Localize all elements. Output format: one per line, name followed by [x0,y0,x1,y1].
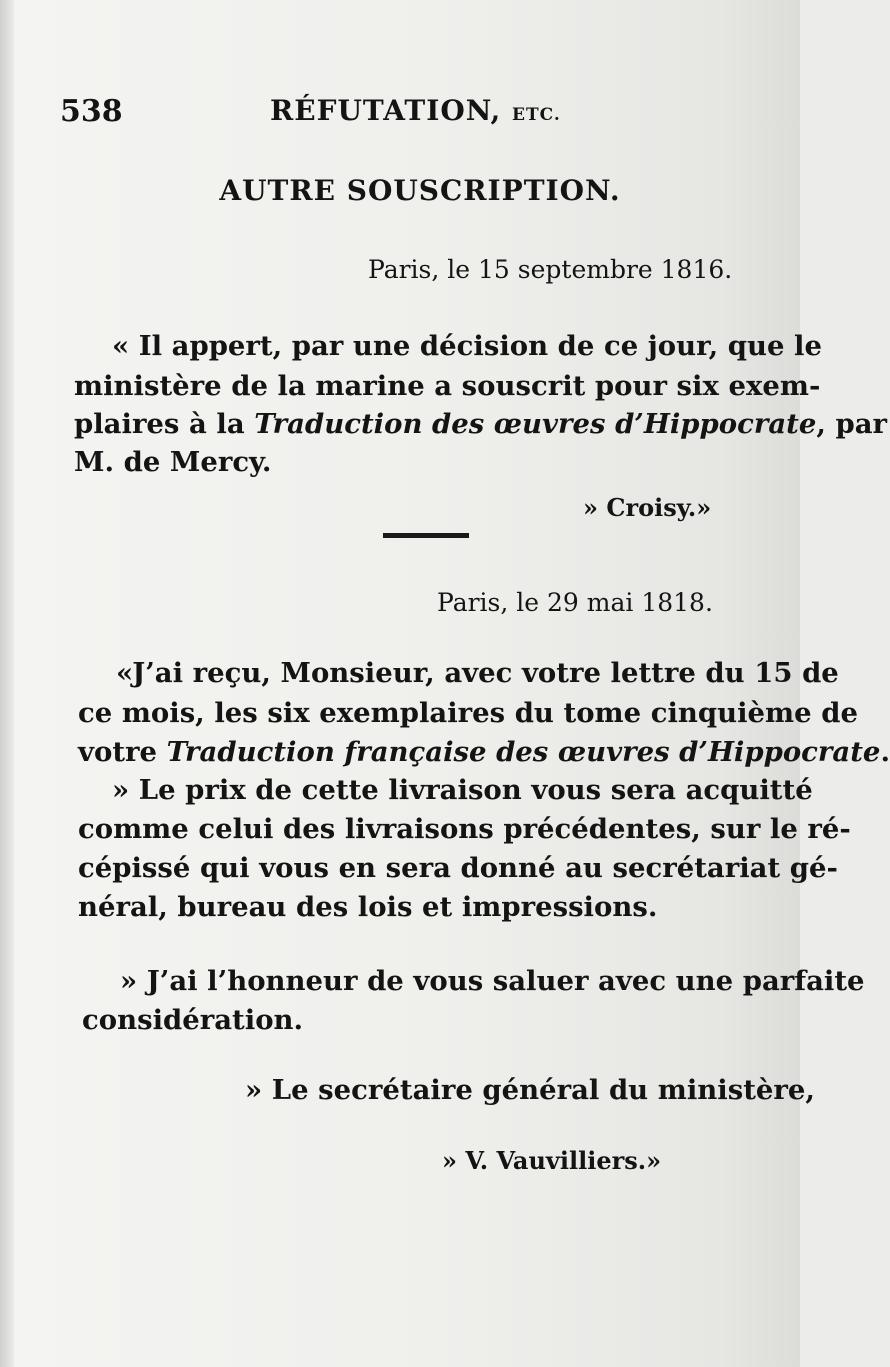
section-title: AUTRE SOUSCRIPTION. [219,174,621,207]
running-title [270,94,561,127]
letter2-line-3: votre Traduction française des œuvres d’Hippocrate. [78,736,890,768]
running-title-suffix: ETC. [512,105,561,125]
letter1-signature: » Croisy.» [583,493,712,522]
letter2-signature: » V. Vauvilliers.» [442,1146,662,1175]
letter2-line-7: néral, bureau des lois et impressions. [78,891,658,923]
section-divider-rule [383,533,469,538]
letter1-line-3: plaires à la Traduction des œuvres d’Hippocrate, par [74,408,888,440]
letter2-line-1: «J’ai reçu, Monsieur, avec votre lettre du 15 de [116,657,839,689]
letter1-line-2: ministère de la marine a souscrit pour six exem- [74,370,821,402]
running-title-main: RÉFUTATION, [270,94,502,127]
letter2-line-8: » J’ai l’honneur de vous saluer avec une parfaite [120,965,865,997]
letter2-line-9: considération. [82,1004,304,1036]
page-number: 538 [60,94,123,129]
letter2-line-2: ce mois, les six exemplaires du tome cinquième de [78,697,858,729]
letter1-dateline: Paris, le 15 septembre 1816. [368,255,733,284]
letter2-closing: » Le secrétaire général du ministère, [245,1074,815,1106]
letter2-line-4: » Le prix de cette livraison vous sera acquitté [112,774,813,806]
letter1-line-1: « Il appert, par une décision de ce jour, que le [112,330,822,362]
letter2-line-5: comme celui des livraisons précédentes, sur le ré- [78,813,851,845]
letter2-line-6: cépissé qui vous en sera donné au secrétariat gé- [78,852,838,884]
letter2-dateline: Paris, le 29 mai 1818. [437,588,713,617]
letter1-line-4: M. de Mercy. [74,446,272,478]
